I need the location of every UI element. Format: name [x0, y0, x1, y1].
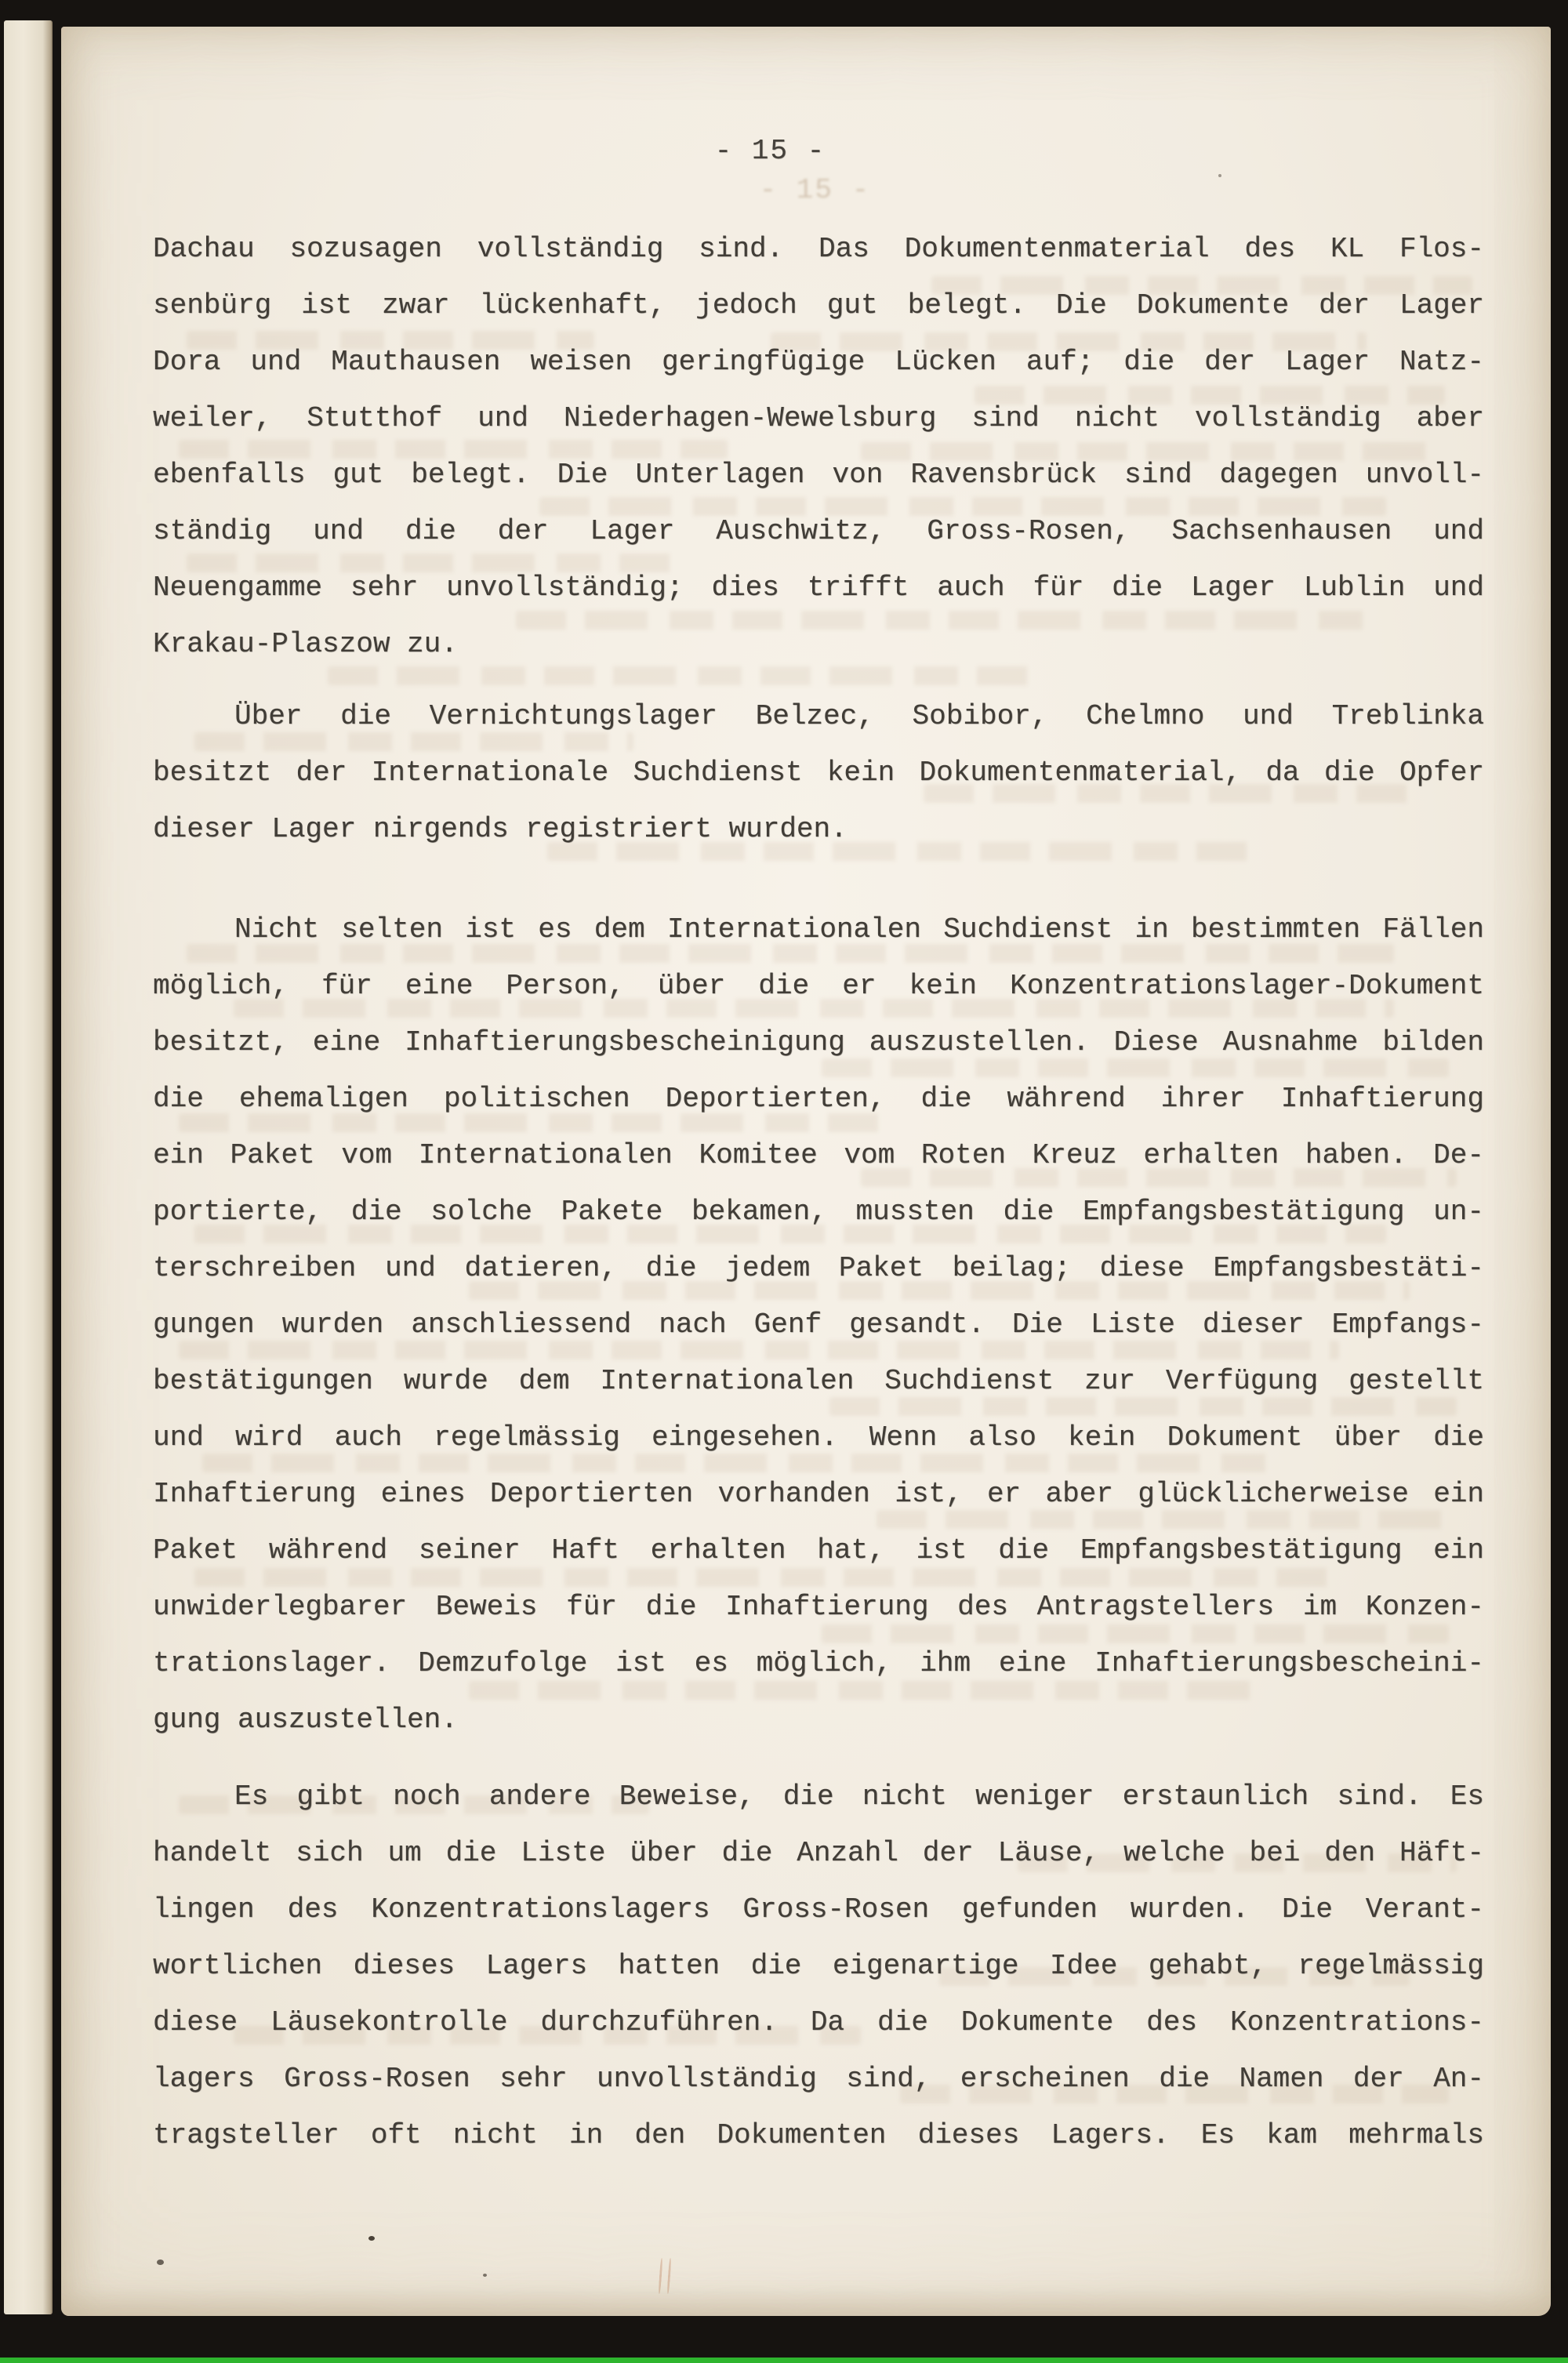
paragraph	[153, 902, 1484, 1748]
paper-speck	[483, 2274, 487, 2277]
scanner-edge-artifact	[0, 2358, 1568, 2363]
text-line: gung auszustellen.	[153, 1704, 458, 1736]
text-line: portierte, die solche Pakete bekamen, mussten die Empfangsbestätigung un-	[153, 1196, 1484, 1228]
text-line: terschreiben und datieren, die jedem Paket beilag; diese Empfangsbestäti-	[153, 1252, 1484, 1284]
paper-speck	[1218, 174, 1221, 177]
page-number: - 15 -	[714, 135, 826, 167]
text-line: lingen des Konzentrationslagers Gross-Rosen gefunden wurden. Die Verant-	[153, 1893, 1484, 1926]
text-line: Es gibt noch andere Beweise, die nicht weniger erstaunlich sind. Es	[234, 1780, 1484, 1813]
text-line: Dachau sozusagen vollständig sind. Das Dokumentenmaterial des KL Flos-	[153, 233, 1484, 265]
text-line: bestätigungen wurde dem Internationalen Suchdienst zur Verfügung gestellt	[153, 1365, 1484, 1397]
text-line: trationslager. Demzufolge ist es möglich, ihm eine Inhaftierungsbescheini-	[153, 1647, 1484, 1679]
paper-speck	[368, 2236, 375, 2241]
text-line: ständig und die der Lager Auschwitz, Gross-Rosen, Sachsenhausen und	[153, 515, 1484, 547]
text-line: diese Läusekontrolle durchzuführen. Da die Dokumente des Konzentrations-	[153, 2006, 1484, 2038]
text-line: Neuengamme sehr unvollständig; dies trifft auch für die Lager Lublin und	[153, 572, 1484, 604]
paragraph	[153, 1769, 1484, 2164]
paragraph	[153, 688, 1484, 858]
text-line: die ehemaligen politischen Deportierten, die während ihrer Inhaftierung	[153, 1083, 1484, 1115]
text-line: besitzt der Internationale Suchdienst kein Dokumentenmaterial, da die Opfer	[153, 757, 1484, 789]
text-line: handelt sich um die Liste über die Anzahl der Läuse, welche bei den Häft-	[153, 1837, 1484, 1869]
text-line: möglich, für eine Person, über die er kein Konzentrationslager-Dokument	[153, 970, 1484, 1002]
text-line: weiler, Stutthof und Niederhagen-Wewelsburg sind nicht vollständig aber	[153, 402, 1484, 434]
page-number-bleedthrough: - 15 -	[759, 174, 871, 206]
text-line: Paket während seiner Haft erhalten hat, ist die Empfangsbestätigung ein	[153, 1534, 1484, 1566]
text-line: Krakau-Plaszow zu.	[153, 628, 458, 660]
paragraph	[153, 221, 1484, 673]
text-line: und wird auch regelmässig eingesehen. Wenn also kein Dokument über die	[153, 1421, 1484, 1454]
previous-page-edge	[4, 20, 53, 2314]
text-line: unwiderlegbarer Beweis für die Inhaftierung des Antragstellers im Konzen-	[153, 1591, 1484, 1623]
text-line: dieser Lager nirgends registriert wurden.	[153, 813, 848, 845]
text-line: wortlichen dieses Lagers hatten die eigenartige Idee gehabt, regelmässig	[153, 1950, 1484, 1982]
text-line: Dora und Mauthausen weisen geringfügige Lücken auf; die der Lager Natz-	[153, 346, 1484, 378]
text-line: senbürg ist zwar lückenhaft, jedoch gut belegt. Die Dokumente der Lager	[153, 289, 1484, 321]
text-line: lagers Gross-Rosen sehr unvollständig sind, erscheinen die Namen der An-	[153, 2063, 1484, 2095]
paper-speck	[157, 2260, 164, 2265]
text-line: tragsteller oft nicht in den Dokumenten dieses Lagers. Es kam mehrmals	[153, 2119, 1484, 2151]
faint-footer-mark	[655, 2258, 675, 2294]
document-page	[61, 27, 1551, 2316]
text-line: ein Paket vom Internationalen Komitee vom Roten Kreuz erhalten haben. De-	[153, 1139, 1484, 1171]
text-line: Über die Vernichtungslager Belzec, Sobibor, Chelmno und Treblinka	[234, 700, 1484, 732]
text-line: Inhaftierung eines Deportierten vorhanden ist, er aber glücklicherweise ein	[153, 1478, 1484, 1510]
text-line: Nicht selten ist es dem Internationalen Suchdienst in bestimmten Fällen	[234, 913, 1484, 946]
body-text	[153, 221, 1484, 2164]
text-line: gungen wurden anschliessend nach Genf gesandt. Die Liste dieser Empfangs-	[153, 1309, 1484, 1341]
text-line: ebenfalls gut belegt. Die Unterlagen von Ravensbrück sind dagegen unvoll-	[153, 459, 1484, 491]
text-line: besitzt, eine Inhaftierungsbescheinigung auszustellen. Diese Ausnahme bilden	[153, 1026, 1484, 1058]
